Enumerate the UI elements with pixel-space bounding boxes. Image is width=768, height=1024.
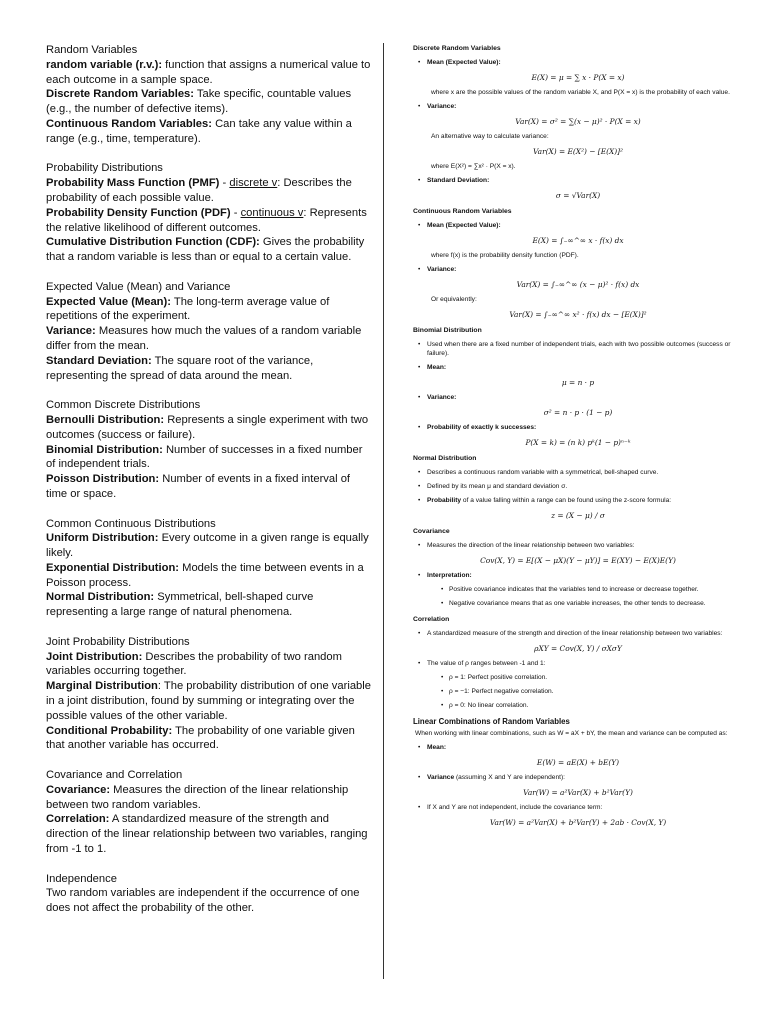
formula: ρXY = Cov(X, Y) / σXσY [534, 644, 622, 653]
definition-separator: - [230, 206, 241, 219]
definition-text: The long-term average value of repetitions of the experiment. [46, 295, 330, 323]
definition-separator: - [219, 177, 230, 190]
formula-bullet-label: Mean: [427, 744, 447, 751]
right-column [413, 44, 743, 833]
formula-bullet-label: Probability [427, 497, 462, 504]
formula: σ = √Var(X) [555, 191, 601, 200]
formula-subbullet: • Positive covariance indicates that the variables tend to increase or decrease together. [413, 585, 743, 594]
formula-section-heading: Binomial Distribution [413, 327, 482, 334]
formula-bullet [413, 496, 743, 505]
definition-item [46, 58, 371, 88]
formula-bullet-label: Mean: [427, 364, 447, 371]
formula: E(X) = μ = ∑ x · P(X = x) [531, 73, 625, 82]
definition-text: Two random variables are independent if the occurrence of one does not affect the probability of the other. [46, 887, 360, 915]
formula-bullet-label: Variance [427, 774, 455, 781]
formula-bullet [413, 629, 743, 638]
definition-item [46, 235, 371, 265]
section-title: Expected Value (Mean) and Variance [46, 280, 231, 293]
formula: σ² = n · p · (1 − p) [543, 408, 613, 417]
formula: μ = n · p [561, 378, 595, 387]
definition-text: Represents a single experiment with two outcomes (success or failure). [46, 413, 369, 441]
definition-term: Bernoulli Distribution: [46, 413, 165, 426]
formula-subbullet: • Negative covariance means that as one variable increases, the other tends to decrease. [413, 599, 743, 608]
definition-term: Marginal Distribution [46, 680, 158, 693]
definition-item [46, 650, 371, 680]
formula-bullet [413, 265, 743, 274]
definition-term: Correlation: [46, 813, 110, 826]
definition-text: Measures the direction of the linear relationship between two random variables. [46, 783, 349, 811]
definition-item [46, 561, 371, 591]
definition-item [46, 413, 371, 443]
formula-bullet-label: Variance: [427, 266, 457, 273]
column-divider [383, 43, 384, 979]
formula-section-heading: Correlation [413, 616, 450, 623]
definition-term: random variable (r.v.): [46, 58, 163, 71]
formula-bullet [413, 176, 743, 185]
definition-term: Expected Value (Mean): [46, 295, 171, 308]
formula: Var(W) = a²Var(X) + b²Var(Y) [523, 788, 633, 797]
formula: Cov(X, Y) = E[(X − μX)(Y − μY)] = E(XY) − E(X)E(Y) [480, 556, 676, 565]
definition-text: Take specific, countable values (e.g., the number of defective items). [46, 88, 352, 116]
formula: E(W) = aE(X) + bE(Y) [536, 758, 620, 767]
formula: Var(X) = σ² = ∑(x − μ)² · P(X = x) [515, 117, 641, 126]
definition-term: Covariance: [46, 783, 111, 796]
definition-term: Normal Distribution: [46, 591, 155, 604]
formula-bullet [413, 571, 743, 580]
definition-text: function that assigns a numerical value to each outcome in a sample space. [46, 58, 371, 86]
definition-text: The probability of one variable given that another variable has occurred. [46, 724, 355, 752]
section-title: Covariance and Correlation [46, 769, 183, 782]
definition-term: Uniform Distribution: [46, 532, 159, 545]
section-title: Random Variables [46, 44, 138, 56]
definition-item [46, 443, 371, 473]
formula-bullet-label: Mean (Expected Value): [427, 59, 501, 66]
definition-text: Can take any value within a range (e.g., time, temperature). [46, 117, 352, 145]
formula-bullet-text: Describes a continuous random variable with a symmetrical, bell-shaped curve. [427, 469, 659, 476]
formula-bullet-text: of a value falling within a range can be found using the z-score formula: [461, 497, 672, 504]
section-title: Independence [46, 872, 117, 885]
definition-text: A standardized measure of the strength and direction of the linear relationship between two variables, ranging from -1 to 1. [46, 813, 368, 856]
section-title: Joint Probability Distributions [46, 635, 190, 648]
formula-bullet-label: Probability of exactly k successes: [427, 424, 537, 431]
formula-bullet [413, 423, 743, 432]
definition-text: Number of events in a fixed interval of time or space. [46, 473, 351, 500]
definition-text: Describes the probability of two random variables occurring together. [46, 650, 342, 678]
formula-bullet [413, 363, 743, 372]
definition-text: : The probability distribution of one variable in a joint distribution, found by summing or integrating over the possible values of the other variable. [46, 680, 371, 722]
definition-term: Variance: [46, 325, 96, 338]
definition-term: Poisson Distribution: [46, 473, 160, 486]
formula-bullet [413, 221, 743, 230]
definition-type-link: discrete v [229, 177, 278, 190]
formula: E(X) = ∫₋∞^∞ x · f(x) dx [532, 236, 624, 245]
definition-term: Standard Deviation: [46, 354, 152, 367]
definition-term: Exponential Distribution: [46, 561, 180, 574]
definition-text: : Describes the probability of each possible value. [46, 177, 352, 204]
definition-text: Measures how much the values of a random variable differ from the mean. [46, 325, 362, 352]
formula-bullet-label: Interpretation: [427, 572, 472, 579]
formula-bullet [413, 482, 743, 491]
definition-item [46, 117, 371, 147]
formula-intro: When working with linear combinations, such as W = aX + bY, the mean and variance can be computed as: [415, 730, 728, 737]
formula-note: Or equivalently: [431, 296, 477, 303]
definition-item [46, 472, 371, 502]
formula: P(X = k) = (n k) pᵏ(1 − p)ⁿ⁻ᵏ [525, 438, 631, 447]
definition-item [46, 354, 371, 384]
definition-item [46, 206, 371, 236]
definition-term: Probability Mass Function (PMF) [46, 177, 220, 190]
formula-note: where E(X²) = ∑x² · P(X = x). [431, 163, 516, 170]
definition-term: Joint Distribution: [46, 650, 143, 663]
definition-item [46, 531, 371, 561]
formula: z = (X − μ) / σ [551, 511, 605, 520]
formula-subbullet: • ρ = −1: Perfect negative correlation. [413, 687, 743, 696]
definition-item [46, 87, 371, 117]
definition-term: Continuous Random Variables: [46, 117, 212, 130]
formula-bullet-text: If X and Y are not independent, include the covariance term: [427, 804, 603, 811]
definition-item [46, 724, 371, 754]
definition-type-link: continuous v [240, 206, 304, 219]
definition-text: Number of successes in a fixed number of independent trials. [46, 443, 363, 471]
definition-item [46, 295, 371, 325]
formula: Var(W) = a²Var(X) + b²Var(Y) + 2ab · Cov(X, Y) [489, 818, 667, 827]
definition-term: Probability Density Function (PDF) [46, 206, 231, 219]
formula-note: An alternative way to calculate variance: [431, 133, 549, 140]
formula-bullet [413, 773, 743, 782]
section-title: Common Continuous Distributions [46, 517, 216, 530]
formula-section-heading: Continuous Random Variables [413, 208, 512, 215]
formula-section-heading: Linear Combinations of Random Variables [413, 717, 570, 726]
definition-term: Binomial Distribution: [46, 443, 163, 456]
formula: Var(X) = ∫₋∞^∞ (x − μ)² · f(x) dx [516, 280, 640, 289]
formula-bullet-label: Variance: [427, 103, 457, 110]
formula-bullet-text: The value of ρ ranges between -1 and 1: [427, 660, 546, 667]
formula-bullet-text: Measures the direction of the linear relationship between two variables: [427, 542, 635, 549]
formula: Var(X) = E(X²) − [E(X)]² [533, 147, 623, 156]
definition-text: Every outcome in a given range is equally likely. [46, 532, 369, 560]
formula-subbullet: • ρ = 0: No linear correlation. [413, 701, 743, 710]
definition-item [46, 812, 371, 856]
section-title: Common Discrete Distributions [46, 399, 201, 412]
definition-term: Discrete Random Variables: [46, 88, 194, 101]
formula-bullet-label: Variance: [427, 394, 457, 401]
formula-bullet [413, 468, 743, 477]
definition-item [46, 590, 371, 620]
formula-bullet-label: Mean (Expected Value): [427, 222, 501, 229]
formula-bullet-text: (assuming X and Y are independent): [454, 774, 565, 781]
formula-bullet-text: Defined by its mean μ and standard deviation σ. [427, 483, 568, 490]
definition-item [46, 886, 371, 916]
formula-bullet [413, 102, 743, 111]
formula-section-heading: Discrete Random Variables [413, 45, 501, 52]
formula-bullet [413, 58, 743, 67]
formula-bullet [413, 340, 743, 358]
formula-bullet [413, 803, 743, 812]
definition-item [46, 679, 371, 723]
definition-item [46, 176, 371, 206]
definition-term: Cumulative Distribution Function (CDF): [46, 236, 260, 249]
formula-bullet-text: A standardized measure of the strength and direction of the linear relationship between two variables: [427, 630, 723, 637]
formula-bullet-label: Standard Deviation: [427, 177, 490, 184]
formula-section-heading: Normal Distribution [413, 455, 477, 462]
definition-text: Symmetrical, bell-shaped curve representing a large range of natural phenomena. [46, 591, 314, 619]
definition-text: Models the time between events in a Poisson process. [46, 561, 364, 589]
formula-subbullet: • ρ = 1: Perfect positive correlation. [413, 673, 743, 682]
formula-bullet [413, 743, 743, 752]
definition-text: Gives the probability that a random variable is less than or equal to a certain value. [46, 236, 365, 264]
formula-note: where f(x) is the probability density function (PDF). [431, 252, 579, 259]
formula-bullet [413, 393, 743, 402]
formula-note: where x are the possible values of the random variable X, and P(X = x) is the probability of each value. [431, 89, 730, 96]
formula-bullet-text: Used when there are a fixed number of independent trials, each with two possible outcomes (success or failure). [427, 341, 731, 357]
formula-bullet [413, 541, 743, 550]
formula-section-heading: Covariance [413, 528, 450, 535]
definition-text: The square root of the variance, representing the spread of data around the mean. [46, 354, 314, 382]
definition-text: : Represents the relative likelihood of different outcomes. [46, 206, 367, 234]
formula: Var(X) = ∫₋∞^∞ x² · f(x) dx − [E(X)]² [509, 310, 647, 319]
definition-item [46, 324, 371, 354]
left-column [46, 43, 371, 916]
section-title: Probability Distributions [46, 162, 163, 175]
definition-item [46, 783, 371, 813]
definition-term: Conditional Probability: [46, 724, 173, 737]
formula-bullet [413, 659, 743, 668]
